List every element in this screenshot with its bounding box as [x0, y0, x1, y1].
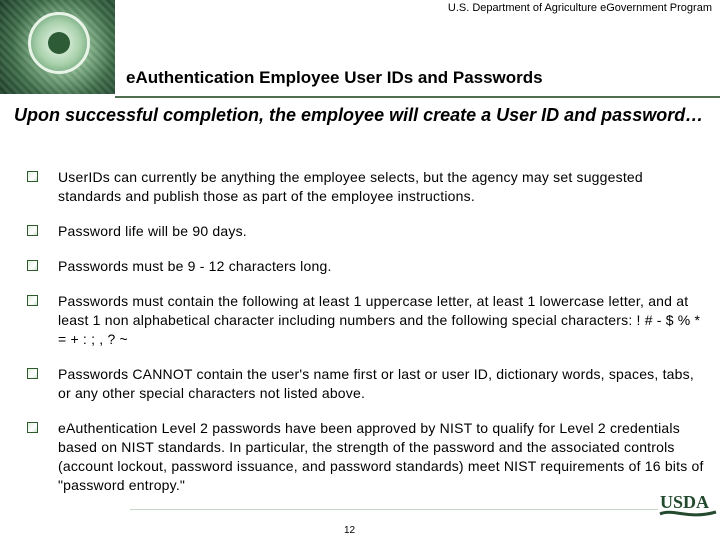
- bullet-item: [26, 222, 706, 241]
- logo-center: [48, 32, 70, 54]
- footer-divider: [130, 509, 660, 510]
- bullet-item: [26, 292, 706, 349]
- bullet-text: Passwords must contain the following at least 1 uppercase letter, at least 1 lowercase letter, and at least 1 non alphabetical character including numbers and the following special characters: ! # - $ % * = + : ; , ? ~: [58, 293, 701, 347]
- checkbox-bullet-icon: [27, 260, 38, 271]
- bullet-text: Password life will be 90 days.: [58, 223, 247, 239]
- bullet-item: [26, 168, 706, 206]
- bullet-text: UserIDs can currently be anything the employee selects, but the agency may set suggested standards and publish those as part of the employee instructions.: [58, 169, 643, 204]
- org-header: U.S. Department of Agriculture eGovernment Program: [447, 2, 712, 14]
- checkbox-bullet-icon: [27, 422, 38, 433]
- checkbox-bullet-icon: [27, 225, 38, 236]
- checkbox-bullet-icon: [27, 368, 38, 379]
- page-number: 12: [344, 525, 356, 536]
- bullet-text: Passwords CANNOT contain the user's name first or last or user ID, dictionary words, spaces, tabs, or any other special characters not listed above.: [58, 366, 694, 401]
- bullet-text: Passwords must be 9 - 12 characters long.: [58, 258, 332, 274]
- bullet-list: [26, 168, 706, 511]
- checkbox-bullet-icon: [27, 171, 38, 182]
- intro-text: Upon successful completion, the employee will create a User ID and password…: [14, 105, 704, 125]
- usda-logo-text: USDA: [660, 492, 710, 512]
- bullet-item: [26, 419, 706, 495]
- header-logo-image: [0, 0, 115, 94]
- bullet-item: [26, 257, 706, 276]
- page-title: eAuthentication Employee User IDs and Passwords: [126, 68, 543, 87]
- checkbox-bullet-icon: [27, 295, 38, 306]
- bullet-text: eAuthentication Level 2 passwords have been approved by NIST to qualify for Level 2 credentials based on NIST standards. In particular, the strength of the password and the associated controls (account lockout, password issuance, and password standards) meet NIST requirements of 16 bits of "password entropy.": [58, 420, 704, 493]
- usda-logo-icon: [658, 488, 718, 520]
- bullet-item: [26, 365, 706, 403]
